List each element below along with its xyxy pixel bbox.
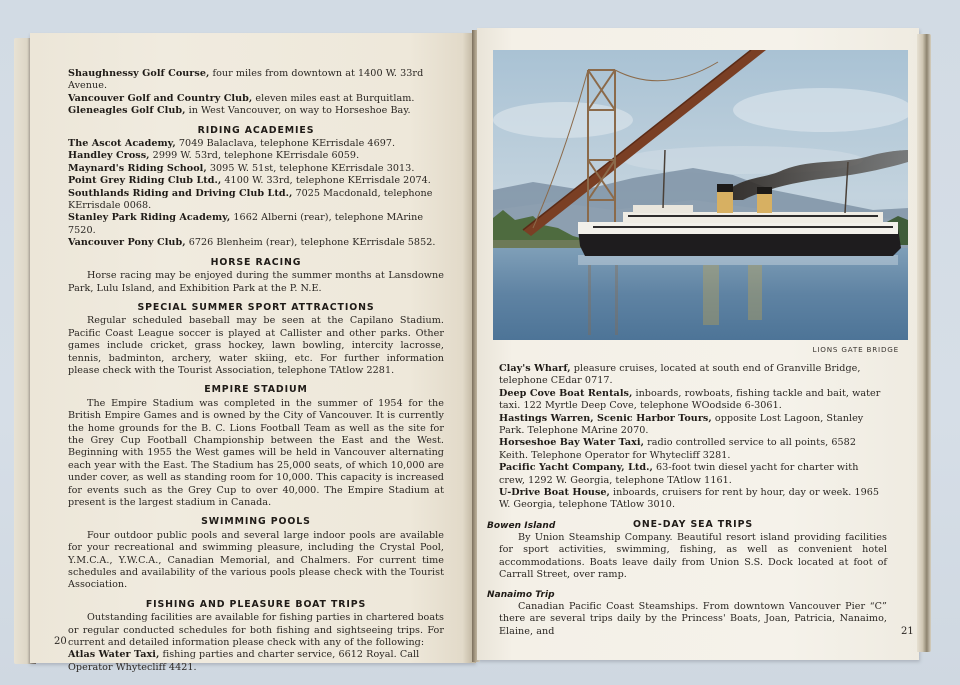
entry-name: Vancouver Golf and Country Club,	[68, 92, 253, 104]
list-item	[68, 105, 444, 117]
entry-name: Clay's Wharf,	[499, 363, 571, 374]
summer-sport-body: Regular scheduled baseball may be seen at the Capilano Stadium. Pacific Coast League soccer is played at Callister and other parks. Other games include cricket, grass hockey, lawn bowling, intercity lacrosse, tennis, badminton, archery, water skiing, etc. For further information please check with the Tourist Association, telephone TAtlow 2281.	[68, 315, 444, 376]
right-page-text	[487, 363, 887, 638]
entry-detail: opposite Lost Lagoon, Stanley Park. Telephone MArine 2070.	[499, 412, 864, 437]
section-heading-sea-trips: ONE-DAY SEA TRIPS	[632, 518, 753, 530]
list-item	[499, 363, 887, 388]
list-item	[68, 93, 444, 105]
entry-name: Atlas Water Taxi,	[68, 649, 160, 661]
entry-name: U-Drive Boat House,	[499, 487, 610, 499]
photo-caption: LIONS GATE BRIDGE	[812, 345, 899, 354]
entry-name: Gleneagles Golf Club,	[68, 105, 186, 117]
entry-name: The Ascot Academy,	[68, 138, 176, 150]
entry-detail: 63-foot twin diesel yacht for charter with crew, 1292 W. Georgia, telephone TAtlow 1161.	[499, 462, 859, 486]
ship-funnel-rear-top	[757, 187, 772, 194]
right-page	[477, 28, 919, 660]
list-item	[68, 175, 444, 187]
entry-detail: eleven miles east at Burquitlam.	[252, 92, 415, 104]
entry-name: Handley Cross,	[68, 150, 150, 162]
entry-name: Southlands Riding and Driving Club Ltd.,	[68, 187, 293, 199]
entry-detail: fishing parties and charter service, 6612 Royal. Call Operator Whytecliff 4421.	[68, 649, 420, 673]
entry-detail: 1662 Alberni (rear), telephone MArine 7520.	[68, 212, 424, 236]
boat-entries	[499, 363, 887, 512]
entry-name: Pacific Yacht Company, Ltd.,	[499, 462, 653, 474]
nanaimo-trip-body: Canadian Pacific Coast Steamships. From downtown Vancouver Pier “C” there are several trips daily by the Princess' Boats, Joan, Patricia, Nanaimo, Elaine, and	[499, 600, 887, 637]
entry-name: Stanley Park Riding Academy,	[68, 212, 231, 224]
empire-stadium-body: The Empire Stadium was completed in the summer of 1954 for the British Empire Games and is owned by the City of Vancouver. It is currently the home grounds for the B. C. Lions Football Team as well as the site for the Grey Cup Football Championship between the East and the West. Beginning with 1955 the West games will be held in Vancouver alternating each year with the East. The Stadium has 25,000 seats, of which 10,000 are under cover, as well as standing room for 10,000. This capacity is increased for events such as the Grey Cup to over 40,000. The Empire Stadium at present is the largest stadium in Canada.	[68, 397, 444, 508]
entry-detail: in West Vancouver, on way to Horseshoe Bay.	[185, 105, 411, 117]
left-page-text	[68, 68, 444, 674]
page-number-right: 21	[901, 626, 914, 637]
entry-detail: 4100 W. 33rd, telephone KErrisdale 2074.	[221, 175, 431, 187]
list-item	[499, 462, 887, 487]
golf-entries	[68, 68, 444, 118]
photo-illustration	[493, 50, 908, 340]
right-page-stack-edge	[917, 34, 931, 652]
ship-funnel-front-top	[717, 184, 733, 192]
entry-name: Hastings Warren, Scenic Harbor Tours,	[499, 412, 712, 424]
list-item	[68, 150, 444, 162]
entry-detail: pleasure cruises, located at south end of Granville Bridge, telephone CEdar 0717.	[499, 363, 861, 387]
horse-racing-body: Horse racing may be enjoyed during the summer months at Lansdowne Park, Lulu Island, and Exhibition Park at the P. N.E.	[68, 270, 444, 294]
list-item	[68, 68, 444, 93]
list-item	[499, 413, 887, 438]
list-item	[499, 388, 887, 413]
entry-name: Shaughnessy Golf Course,	[68, 68, 210, 79]
swimming-body: Four outdoor public pools and several large indoor pools are available for your recreational and swimming pleasure, including the Crystal Pool, Y.M.C.A., Y.W.C.A., Canadian Memorial, and Chalmers. For current time schedules and availability of the various pools please check with the Tourist Association.	[68, 529, 444, 591]
entry-name: Maynard's Riding School,	[68, 162, 207, 174]
lions-gate-bridge-photo	[493, 50, 908, 340]
list-item	[68, 237, 444, 249]
list-item	[499, 487, 887, 512]
entry-name: Point Grey Riding Club Ltd.,	[68, 175, 222, 187]
entry-name: Vancouver Pony Club,	[68, 237, 186, 249]
shoreline	[493, 240, 593, 248]
entry-name: Horseshoe Bay Water Taxi,	[499, 437, 644, 449]
section-heading-fishing: FISHING AND PLEASURE BOAT TRIPS	[145, 598, 367, 610]
list-item	[68, 212, 444, 237]
entry-detail: 3095 W. 51st, telephone KErrisdale 3013.	[206, 162, 415, 174]
bowen-island-body: By Union Steamship Company. Beautiful resort island providing facilities for sport activities, swimming, fishing, as well as convenient hotel accommodations. Boats leave daily from Union S.S. Dock located at foot of Carrall Street, over ramp.	[499, 531, 887, 581]
entry-detail: four miles from downtown at 1400 W. 33rd Avenue.	[68, 68, 424, 92]
list-item	[68, 138, 444, 150]
list-item	[499, 437, 887, 462]
list-item	[68, 649, 444, 674]
list-item	[68, 163, 444, 175]
entry-name: Deep Cove Boat Rentals,	[499, 387, 633, 399]
section-heading-empire-stadium: EMPIRE STADIUM	[204, 384, 308, 396]
entry-detail: radio controlled service to all points, 6582 Keith. Telephone Operator for Whytecliff 3281.	[499, 437, 856, 461]
entry-detail: 7025 Macdonald, telephone KErrisdale 0068.	[68, 187, 433, 212]
entry-detail: 2999 W. 53rd, telephone KErrisdale 6059.	[149, 150, 360, 162]
entry-detail: 7049 Balaclava, telephone KErrisdale 4697.	[175, 138, 396, 150]
section-heading-swimming: SWIMMING POOLS	[201, 516, 311, 528]
section-heading-summer-sport: SPECIAL SUMMER SPORT ATTRACTIONS	[137, 301, 375, 313]
section-heading-horse-racing: HORSE RACING	[210, 256, 302, 268]
sea-trips-heading-row	[487, 518, 887, 532]
page-number-left: 20	[54, 636, 67, 647]
left-page	[30, 33, 476, 673]
list-item	[68, 188, 444, 213]
entry-detail: inboards, rowboats, fishing tackle and bait, water taxi. 122 Myrtle Deep Cove, telephone WOodside 6-3061.	[499, 387, 881, 412]
trip-title-bowen-island: Bowen Island	[487, 520, 556, 531]
trip-title-nanaimo: Nanaimo Trip	[487, 589, 555, 600]
entry-detail: inboards, cruisers for rent by hour, day or week. 1965 W. Georgia, telephone TAtlow 3010.	[499, 487, 880, 511]
section-heading-riding: RIDING ACADEMIES	[197, 124, 315, 136]
cloud	[733, 88, 908, 132]
riding-entries	[68, 138, 444, 250]
fishing-body: Outstanding facilities are available for fishing parties in chartered boats or regular conducted schedules for both fishing and sightseeing trips. For current and detailed information please check with any of the following:	[68, 612, 444, 649]
ship-upper-deck	[623, 212, 883, 223]
cloud	[493, 102, 633, 138]
entry-detail: 6726 Blenheim (rear), telephone KErrisdale 5852.	[185, 237, 436, 249]
